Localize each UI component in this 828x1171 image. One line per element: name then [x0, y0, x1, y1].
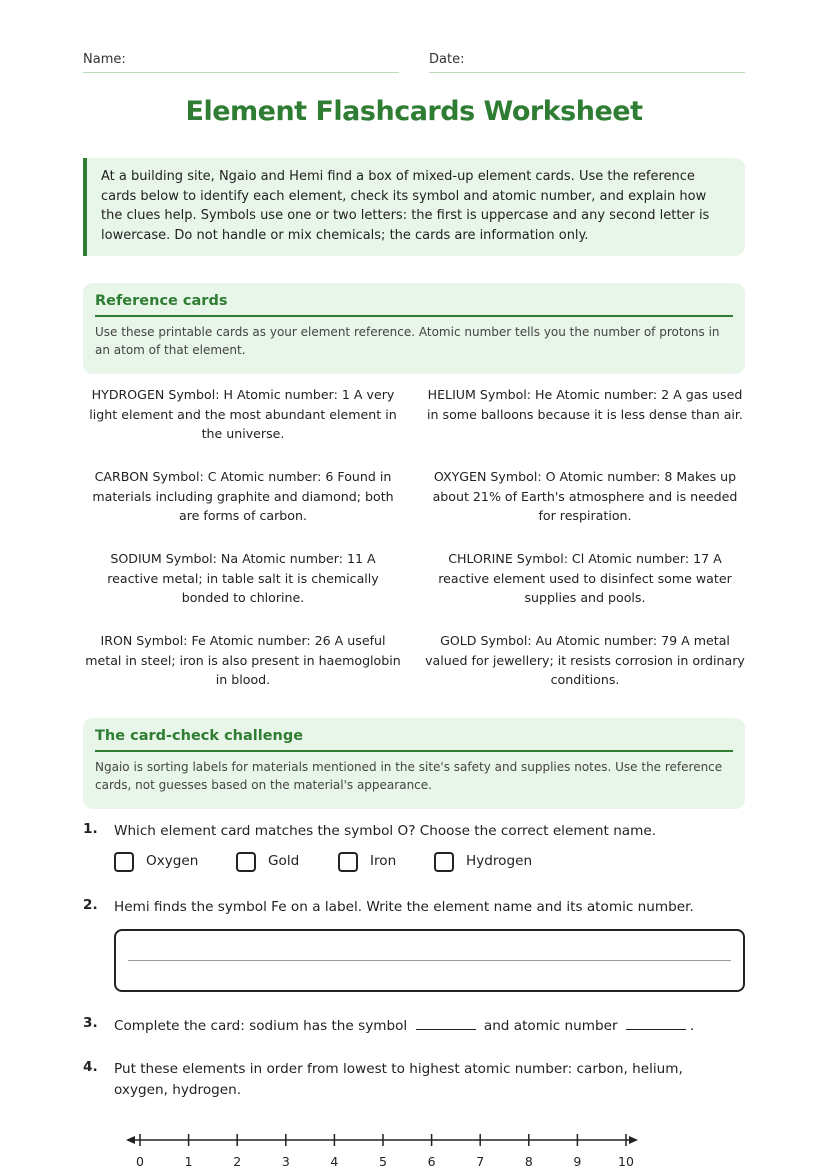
- symbol-blank[interactable]: [416, 1015, 476, 1030]
- number-line-tick-label: 4: [330, 1154, 339, 1169]
- challenge-heading: The card-check challenge: [95, 728, 733, 752]
- question-1-options: [114, 852, 714, 878]
- card-sodium: SODIUM Symbol: Na Atomic number: 11 A reactive metal; in table salt it is chemically bonded to chlorine.: [107, 551, 379, 605]
- number-line-tick-label: 0: [136, 1154, 144, 1169]
- question-text: Which element card matches the symbol O? Choose the correct element name.: [114, 823, 657, 839]
- number-line-tick-label: 3: [281, 1154, 290, 1169]
- card-iron: IRON Symbol: Fe Atomic number: 26 A useful metal in steel; iron is also present in haemoglobin in blood.: [85, 633, 401, 687]
- card-hydrogen: HYDROGEN Symbol: H Atomic number: 1 A very light element and the most abundant element in the universe.: [89, 387, 397, 441]
- atomic-number-blank[interactable]: [626, 1015, 686, 1030]
- question-text: [114, 1015, 714, 1037]
- card-oxygen: OXYGEN Symbol: O Atomic number: 8 Makes up about 21% of Earth's atmosphere and is needed for respiration.: [432, 469, 738, 523]
- number-line-tick-label: 7: [476, 1154, 485, 1169]
- arrow-right-icon: [629, 1136, 638, 1144]
- question-number: 2.: [83, 897, 98, 913]
- number-line-tick-label: 10: [618, 1154, 634, 1169]
- question-text: Hemi finds the symbol Fe on a label. Write the element name and its atomic number.: [114, 899, 694, 915]
- question-text-part: .: [689, 1018, 695, 1034]
- number-line-tick-label: 2: [233, 1154, 242, 1169]
- number-line-graphic: [126, 1128, 646, 1152]
- reference-description: Use these printable cards as your element reference. Atomic number tells you the number of protons in an atom of that element.: [95, 325, 720, 357]
- challenge-description: Ngaio is sorting labels for materials mentioned in the site's safety and supplies notes. Use the reference cards, not guesses based on the material's appearance.: [95, 760, 723, 792]
- intro-callout: At a building site, Ngaio and Hemi find a box of mixed-up element cards. Use the reference cards below to identify each element, check its symbol and atomic number, and explain how the clues help. Symbols use one or two letters: the first is uppercase and any second letter is lowercase. Do not handle or mix chemicals; the cards are information only.: [83, 158, 745, 256]
- arrow-left-icon: [126, 1136, 135, 1144]
- card-chlorine: CHLORINE Symbol: Cl Atomic number: 17 A reactive element used to disinfect some water supplies and pools.: [438, 551, 732, 605]
- checkbox[interactable]: [114, 852, 134, 872]
- answer-line: [128, 960, 731, 961]
- number-line-tick-label: 5: [379, 1154, 387, 1169]
- checkbox[interactable]: [434, 852, 454, 872]
- number-line-tick-label: 9: [573, 1154, 582, 1169]
- page-title: Element Flashcards Worksheet: [185, 96, 643, 127]
- card-carbon: CARBON Symbol: C Atomic number: 6 Found in materials including graphite and diamond; both are forms of carbon.: [92, 469, 394, 523]
- number-line-tick-label: 8: [524, 1154, 533, 1169]
- answer-box[interactable]: [114, 929, 745, 992]
- reference-heading: Reference cards: [95, 293, 733, 317]
- number-line: [126, 1128, 646, 1171]
- date-label: Date:: [429, 52, 465, 67]
- card-gold: GOLD Symbol: Au Atomic number: 79 A metal valued for jewellery; it resists corrosion in ordinary conditions.: [425, 633, 745, 687]
- name-label: Name:: [83, 52, 126, 67]
- card-helium: HELIUM Symbol: He Atomic number: 2 A gas used in some balloons because it is less dense than air.: [427, 387, 743, 422]
- checkbox[interactable]: [236, 852, 256, 872]
- reference-section: [83, 283, 745, 374]
- question-text-part: Complete the card: sodium has the symbol: [114, 1018, 408, 1034]
- option-label: Iron: [370, 853, 397, 869]
- checkbox[interactable]: [338, 852, 358, 872]
- name-field[interactable]: [83, 52, 399, 73]
- challenge-section: [83, 718, 745, 809]
- option-label: Hydrogen: [466, 853, 533, 869]
- option-label: Oxygen: [146, 853, 199, 869]
- question-number: 3.: [83, 1015, 98, 1031]
- question-text: Put these elements in order from lowest to highest atomic number: carbon, helium, oxygen, hydrogen.: [114, 1061, 683, 1098]
- question-number: 4.: [83, 1059, 98, 1075]
- option-label: Gold: [268, 853, 300, 869]
- question-number: 1.: [83, 821, 98, 837]
- number-line-tick-label: 1: [184, 1154, 193, 1169]
- header-fields: [83, 52, 745, 74]
- number-line-tick-label: 6: [427, 1154, 436, 1169]
- question-text-part: and atomic number: [483, 1018, 618, 1034]
- date-field[interactable]: [429, 52, 745, 73]
